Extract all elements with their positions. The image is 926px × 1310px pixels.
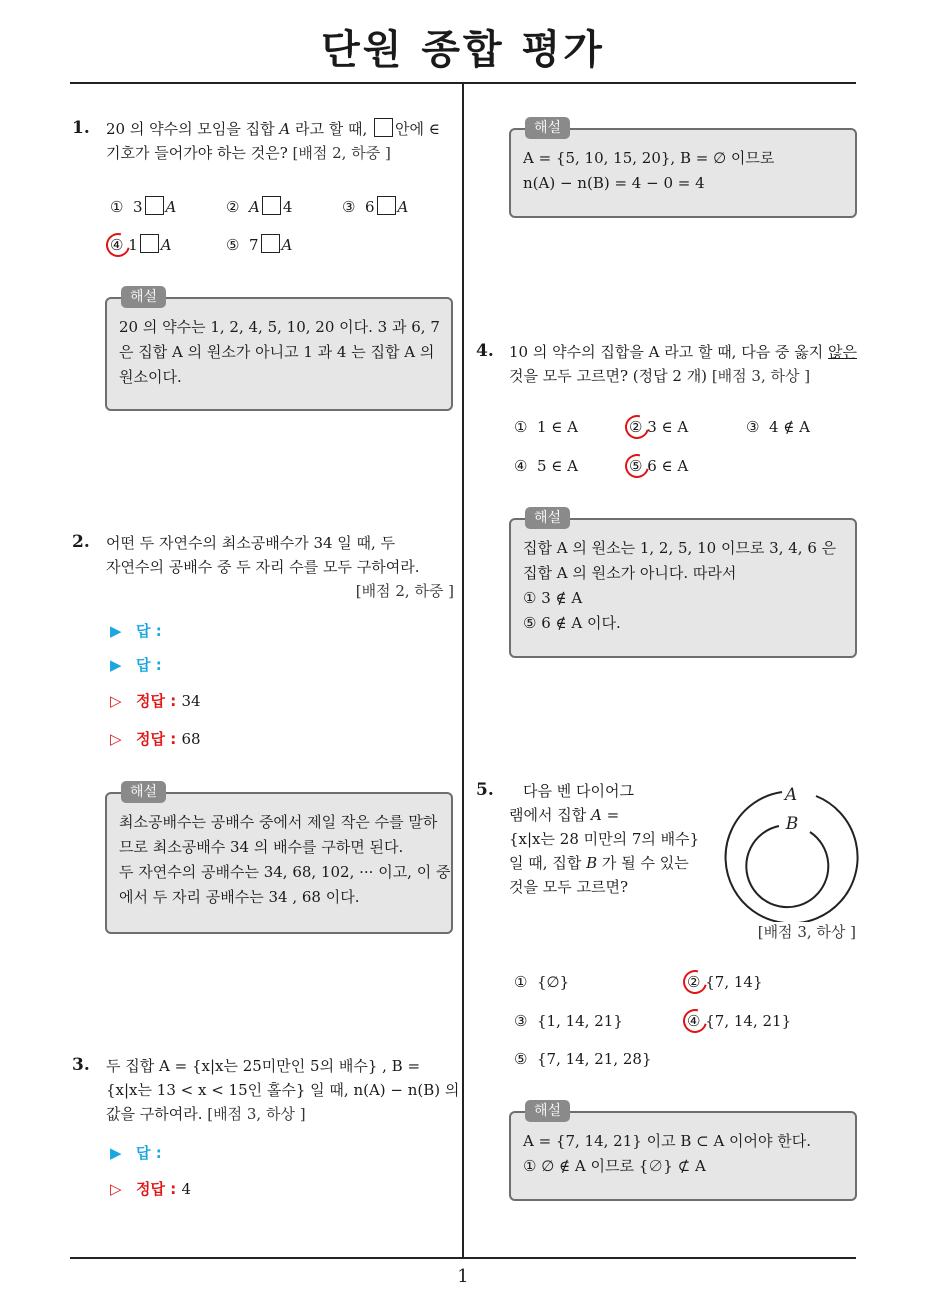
word: 가 (601, 854, 617, 872)
word: 집합 (557, 806, 587, 824)
q2-score-meta: [배점 2, 하중 ] (355, 582, 454, 600)
q3-answer-row[interactable] (110, 1141, 162, 1165)
solution-tag: 해설 (525, 507, 570, 529)
word: 일 (509, 854, 524, 872)
option-text: {7, 14, 21, 28} (537, 1050, 652, 1068)
solution-line: n(A) − n(B) = 4 − 0 = 4 (523, 174, 705, 192)
question-1-number: 1. (72, 118, 90, 138)
q4-text-a: 10 의 약수의 집합을 A 라고 할 때, 다음 중 옳지 (509, 343, 828, 361)
answer-triangle-icon: ▶ (110, 622, 122, 640)
option-mark: ④ (687, 1012, 701, 1030)
word: 벤 (556, 782, 572, 800)
q2-correct-row-2 (110, 727, 201, 751)
solution-box-1 (105, 289, 453, 411)
solution-line: A = {7, 14, 21} 이고 B ⊂ A 이어야 한다. (523, 1132, 812, 1150)
option-right: A (397, 198, 409, 216)
q3-line2: {x|x는 13 < x < 15인 홀수} 일 때, n(A) − n(B) 의 (106, 1081, 460, 1099)
q1-text-b: 라고 할 때, (290, 120, 372, 138)
venn-diagram (718, 782, 864, 922)
correct-value: 4 (181, 1180, 191, 1198)
question-4-text (509, 340, 857, 388)
solution-line: 20 의 약수는 1, 2, 4, 5, 10, 20 이다. 3 과 6, 7 (119, 318, 440, 336)
question-3-text (106, 1054, 460, 1126)
blank-box (262, 196, 281, 215)
answer-triangle-icon: ▶ (110, 656, 122, 674)
q3-line1: 두 집합 A = {x|x는 25미만인 5의 배수} , B = (106, 1057, 421, 1075)
answer-label: 답 : (136, 1144, 162, 1162)
q2-answer-row-1[interactable] (110, 619, 162, 643)
q4-option-4[interactable] (514, 454, 578, 478)
word: = (606, 806, 620, 824)
option-mark: ③ (514, 1012, 528, 1030)
venn-inner-circle (746, 826, 828, 907)
q5-option-5[interactable] (514, 1047, 652, 1071)
option-mark: ② (629, 418, 643, 436)
q2-line2: 자연수의 공배수 중 두 자리 수를 모두 구하여라. (106, 558, 420, 576)
blank-box (140, 234, 159, 253)
option-mark: ① (110, 198, 124, 216)
venn-label-b: B (785, 814, 799, 834)
option-mark: ② (226, 198, 240, 216)
word: 다음 (523, 782, 552, 800)
solution-box-2 (105, 784, 453, 934)
question-5-text (509, 779, 701, 899)
correct-triangle-icon: ▷ (110, 730, 122, 748)
q1-text-c: 안에 ∈ (395, 120, 440, 138)
question-1-text (106, 117, 451, 165)
q3-line3: 값을 구하여라. (106, 1105, 203, 1123)
solution-line: 최소공배수는 공배수 중에서 제일 작은 수를 말하 (119, 813, 438, 831)
option-left: 1 (128, 236, 138, 254)
option-mark: ⑤ (226, 236, 240, 254)
option-right: A (160, 236, 172, 254)
solution-box-3 (509, 120, 857, 218)
solution-line: 집합 A 의 원소가 아니다. 따라서 (523, 564, 737, 582)
option-mark: ① (514, 418, 528, 436)
q5-line3: {x|x는 28 미만의 7의 배수} (509, 830, 700, 848)
question-4-number: 4. (476, 341, 494, 361)
option-text: 3 ∈ A (647, 418, 689, 436)
q1-option-1[interactable] (110, 195, 176, 219)
answer-label: 답 : (136, 622, 162, 640)
q1-option-3[interactable] (342, 195, 408, 219)
correct-triangle-icon: ▷ (110, 692, 122, 710)
q1-line2: 기호가 들어가야 하는 것은? (106, 144, 288, 162)
q5-line5: 것을 모두 고르면? (509, 878, 629, 896)
option-mark: ⑤ (629, 457, 643, 475)
option-left: 3 (133, 198, 143, 216)
word: 있는 (659, 854, 689, 872)
question-2-text (106, 531, 454, 603)
question-3-number: 3. (72, 1055, 90, 1075)
option-text: 6 ∈ A (647, 457, 689, 475)
option-text: {∅} (537, 973, 570, 991)
q5-option-1[interactable] (514, 970, 569, 994)
blank-box (261, 234, 280, 253)
correct-value: 68 (181, 730, 201, 748)
solution-line: 두 자연수의 공배수는 34, 68, 102, ··· 이고, 이 중 (119, 863, 451, 881)
blank-box (377, 196, 396, 215)
correct-triangle-icon: ▷ (110, 1180, 122, 1198)
q2-line1: 어떤 두 자연수의 최소공배수가 34 일 때, 두 (106, 534, 396, 552)
option-mark: ① (514, 973, 528, 991)
solution-tag: 해설 (121, 781, 166, 803)
q4-score-meta: [배점 3, 하상 ] (711, 367, 811, 385)
solution-box-4 (509, 510, 857, 658)
question-5-number: 5. (476, 780, 494, 800)
option-text: 4 ∉ A (769, 418, 811, 436)
q3-score-meta: [배점 3, 하상 ] (207, 1105, 306, 1123)
q1-var: A (279, 120, 291, 138)
word: A (591, 806, 602, 824)
word: B (586, 854, 598, 872)
solution-line: A = {5, 10, 15, 20}, B = ∅ 이므로 (523, 149, 775, 167)
solution-tag: 해설 (121, 286, 166, 308)
correct-label: 정답 : (136, 730, 177, 748)
solution-line: 원소이다. (119, 368, 182, 386)
venn-label-a: A (784, 785, 798, 805)
word: 다이어그 (576, 782, 635, 800)
blank-box (145, 196, 164, 215)
q4-line2: 것을 모두 고르면? (정답 2 개) (509, 367, 708, 385)
option-text: {7, 14, 21} (705, 1012, 792, 1030)
solution-line: ⑤ 6 ∉ A 이다. (523, 614, 621, 632)
word: 램에서 (509, 806, 553, 824)
blank-box (374, 118, 393, 137)
word: 집합 (552, 854, 582, 872)
option-left: A (249, 198, 260, 216)
word: 수 (640, 854, 655, 872)
option-right: 4 (282, 198, 293, 216)
bottom-rule (70, 1257, 856, 1259)
q4-option-3[interactable] (746, 415, 810, 439)
q2-correct-row-1 (110, 689, 201, 713)
q5-option-3[interactable] (514, 1009, 623, 1033)
q3-correct-row (110, 1177, 191, 1201)
option-text: {7, 14} (705, 973, 763, 991)
solution-line: ① 3 ∉ A (523, 589, 583, 607)
page-number: 1 (457, 1266, 469, 1287)
solution-line: 집합 A 의 원소는 1, 2, 5, 10 이므로 3, 4, 6 은 (523, 539, 837, 557)
q1-option-2[interactable] (226, 195, 292, 219)
word: 때, (528, 854, 548, 872)
q4-underlined-word: 않은 (827, 343, 857, 361)
option-right: A (281, 236, 293, 254)
option-right: A (165, 198, 177, 216)
q1-score-meta: [배점 2, 하중 ] (292, 144, 391, 162)
q1-option-5[interactable] (226, 233, 292, 257)
option-mark: ⑤ (514, 1050, 528, 1068)
option-mark: ② (687, 973, 701, 991)
option-text: 5 ∈ A (537, 457, 579, 475)
option-left: 7 (249, 236, 259, 254)
solution-line: 므로 최소공배수 34 의 배수를 구하면 된다. (119, 838, 404, 856)
page-title: 단원 종합 평가 (321, 27, 605, 73)
option-mark: ④ (514, 457, 528, 475)
q5-score-meta: [배점 3, 하상 ] (757, 923, 856, 941)
question-2-number: 2. (72, 532, 90, 552)
option-mark: ④ (110, 236, 124, 254)
solution-line: ① ∅ ∉ A 이므로 {∅} ⊄ A (523, 1157, 706, 1175)
q2-answer-row-2[interactable] (110, 653, 162, 677)
column-divider (462, 82, 464, 1258)
solution-line: 에서 두 자리 공배수는 34 , 68 이다. (119, 888, 360, 906)
option-mark: ③ (746, 418, 760, 436)
correct-label: 정답 : (136, 692, 177, 710)
correct-value: 34 (181, 692, 201, 710)
option-mark: ③ (342, 198, 356, 216)
option-text: {1, 14, 21} (537, 1012, 623, 1030)
solution-tag: 해설 (525, 117, 570, 139)
correct-label: 정답 : (136, 1180, 177, 1198)
q4-option-1[interactable] (514, 415, 578, 439)
word: 될 (621, 854, 636, 872)
solution-line: 은 집합 A 의 원소가 아니고 1 과 4 는 집합 A 의 (119, 343, 435, 361)
answer-label: 답 : (136, 656, 162, 674)
option-text: 1 ∈ A (537, 418, 579, 436)
option-left: 6 (365, 198, 375, 216)
q1-text-a: 20 의 약수의 모임을 집합 (106, 120, 280, 138)
answer-triangle-icon: ▶ (110, 1144, 122, 1162)
solution-tag: 해설 (525, 1100, 570, 1122)
solution-box-5 (509, 1103, 857, 1201)
venn-outer-circle (726, 792, 858, 922)
